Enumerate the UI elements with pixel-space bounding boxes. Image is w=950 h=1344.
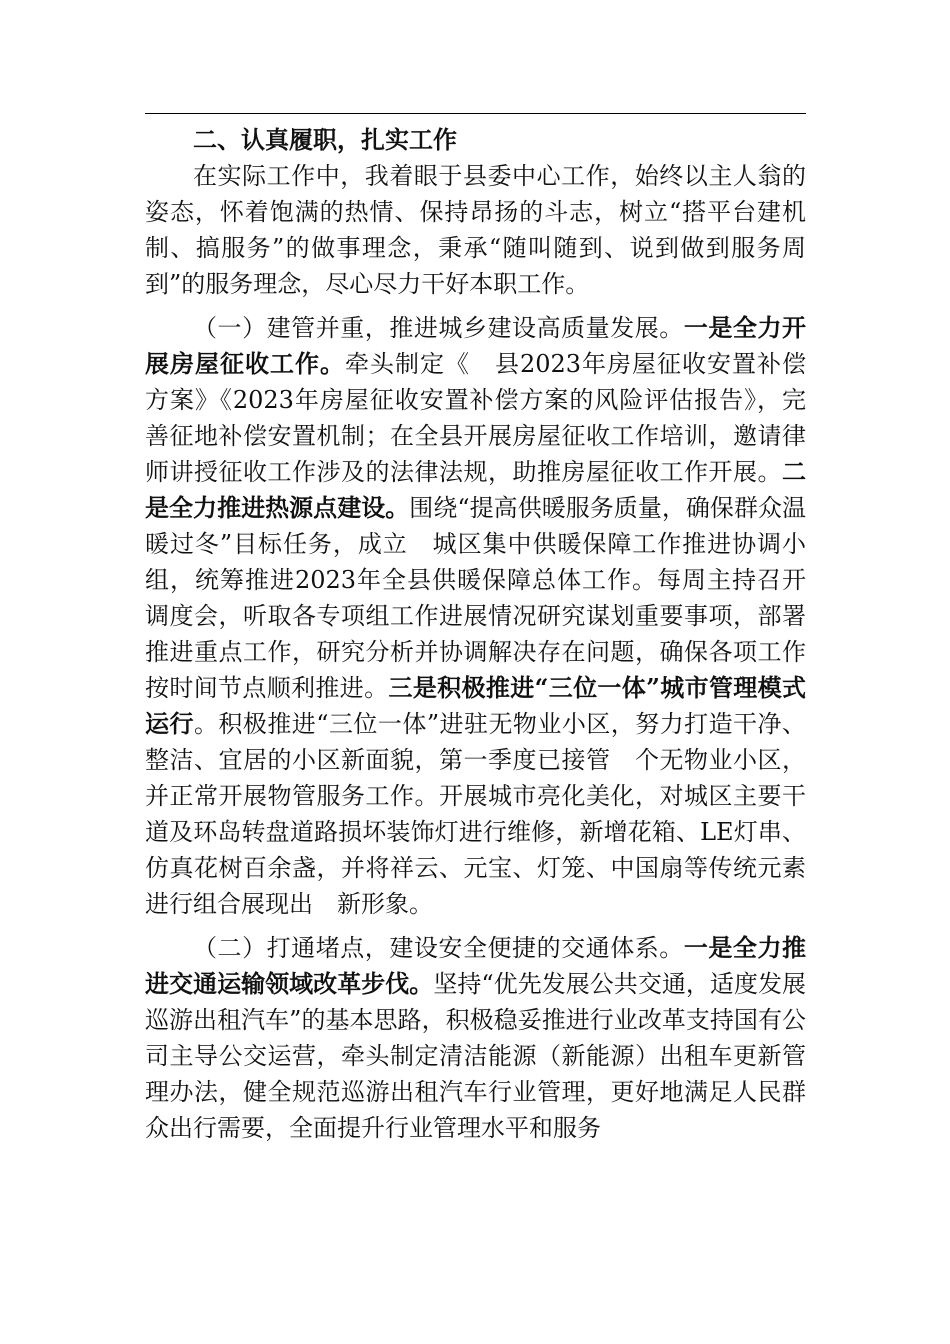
part1-item1-text: 牵头制定《 县2023年房屋征收安置补偿方案》《2023年房屋征收安置补偿方案的风险评估报告》，完善征地补偿安置机制；在全县开展房屋征收工作培训，邀请律师讲授征收工作涉及的法律法规，助推房屋征收工作开展。 <box>145 350 807 486</box>
part2-paragraph <box>145 930 806 1146</box>
part2-item1-text: 坚持“优先发展公共交通，适度发展巡游出租汽车”的基本思路，积极稳妥推进行业改革支持国有公司主导公交运营，牵头制定清洁能源（新能源）出租车更新管理办法，健全规范巡游出租汽车行业管理，更好地满足人民群众出行需要，全面提升行业管理水平和服务 <box>145 970 806 1142</box>
part1-item3-label: 三是积极推进“三位一体”城市管理模式运行 <box>145 673 807 738</box>
part1-item1-label: 一是全力开展房屋征收工作。 <box>145 313 807 378</box>
section-heading: 二、认真履职，扎实工作 <box>193 125 457 154</box>
part1-item3-text: 。积极推进“三位一体”进驻无物业小区，努力打造干净、整洁、宜居的小区新面貌，第一季度已接管 个无物业小区，并正常开展物管服务工作。开展城市亮化美化，对城区主要干道及环岛转盘道路损坏装饰灯进行维修，新增花箱、LE灯串、仿真花树百余盏，并将祥云、元宝、灯笼、中国扇等传统元素进行组合展现出 新形象。 <box>145 710 807 918</box>
intro-paragraph <box>145 158 806 302</box>
header-rule <box>145 113 806 114</box>
part1-item2-text: 围绕“提高供暖服务质量，确保群众温暖过冬”目标任务，成立 城区集中供暖保障工作推进协调小组，统筹推进2023年全县供暖保障总体工作。每周主持召开调度会，听取各专项组工作进展情况研究谋划重要事项，部署推进重点工作，研究分析并协调解决存在问题，确保各项工作按时间节点顺利推进。 <box>145 494 806 702</box>
intro-text: 在实际工作中，我着眼于县委中心工作，始终以主人翁的姿态，怀着饱满的热情、保持昂扬的斗志，树立“搭平台建机制、搞服务”的做事理念，秉承“随叫随到、说到做到服务周到”的服务理念，尽心尽力干好本职工作。 <box>145 162 806 298</box>
document-page <box>145 113 806 1146</box>
part1-title: （一）建管并重，推进城乡建设高质量发展。 <box>193 314 684 342</box>
part1-paragraph <box>145 310 806 922</box>
part1-item2-label: 二是全力推进热源点建设。 <box>145 457 806 522</box>
part2-item1-label: 一是全力推进交通运输领域改革步伐。 <box>145 933 807 998</box>
part2-title: （二）打通堵点，建设安全便捷的交通体系。 <box>193 934 684 962</box>
